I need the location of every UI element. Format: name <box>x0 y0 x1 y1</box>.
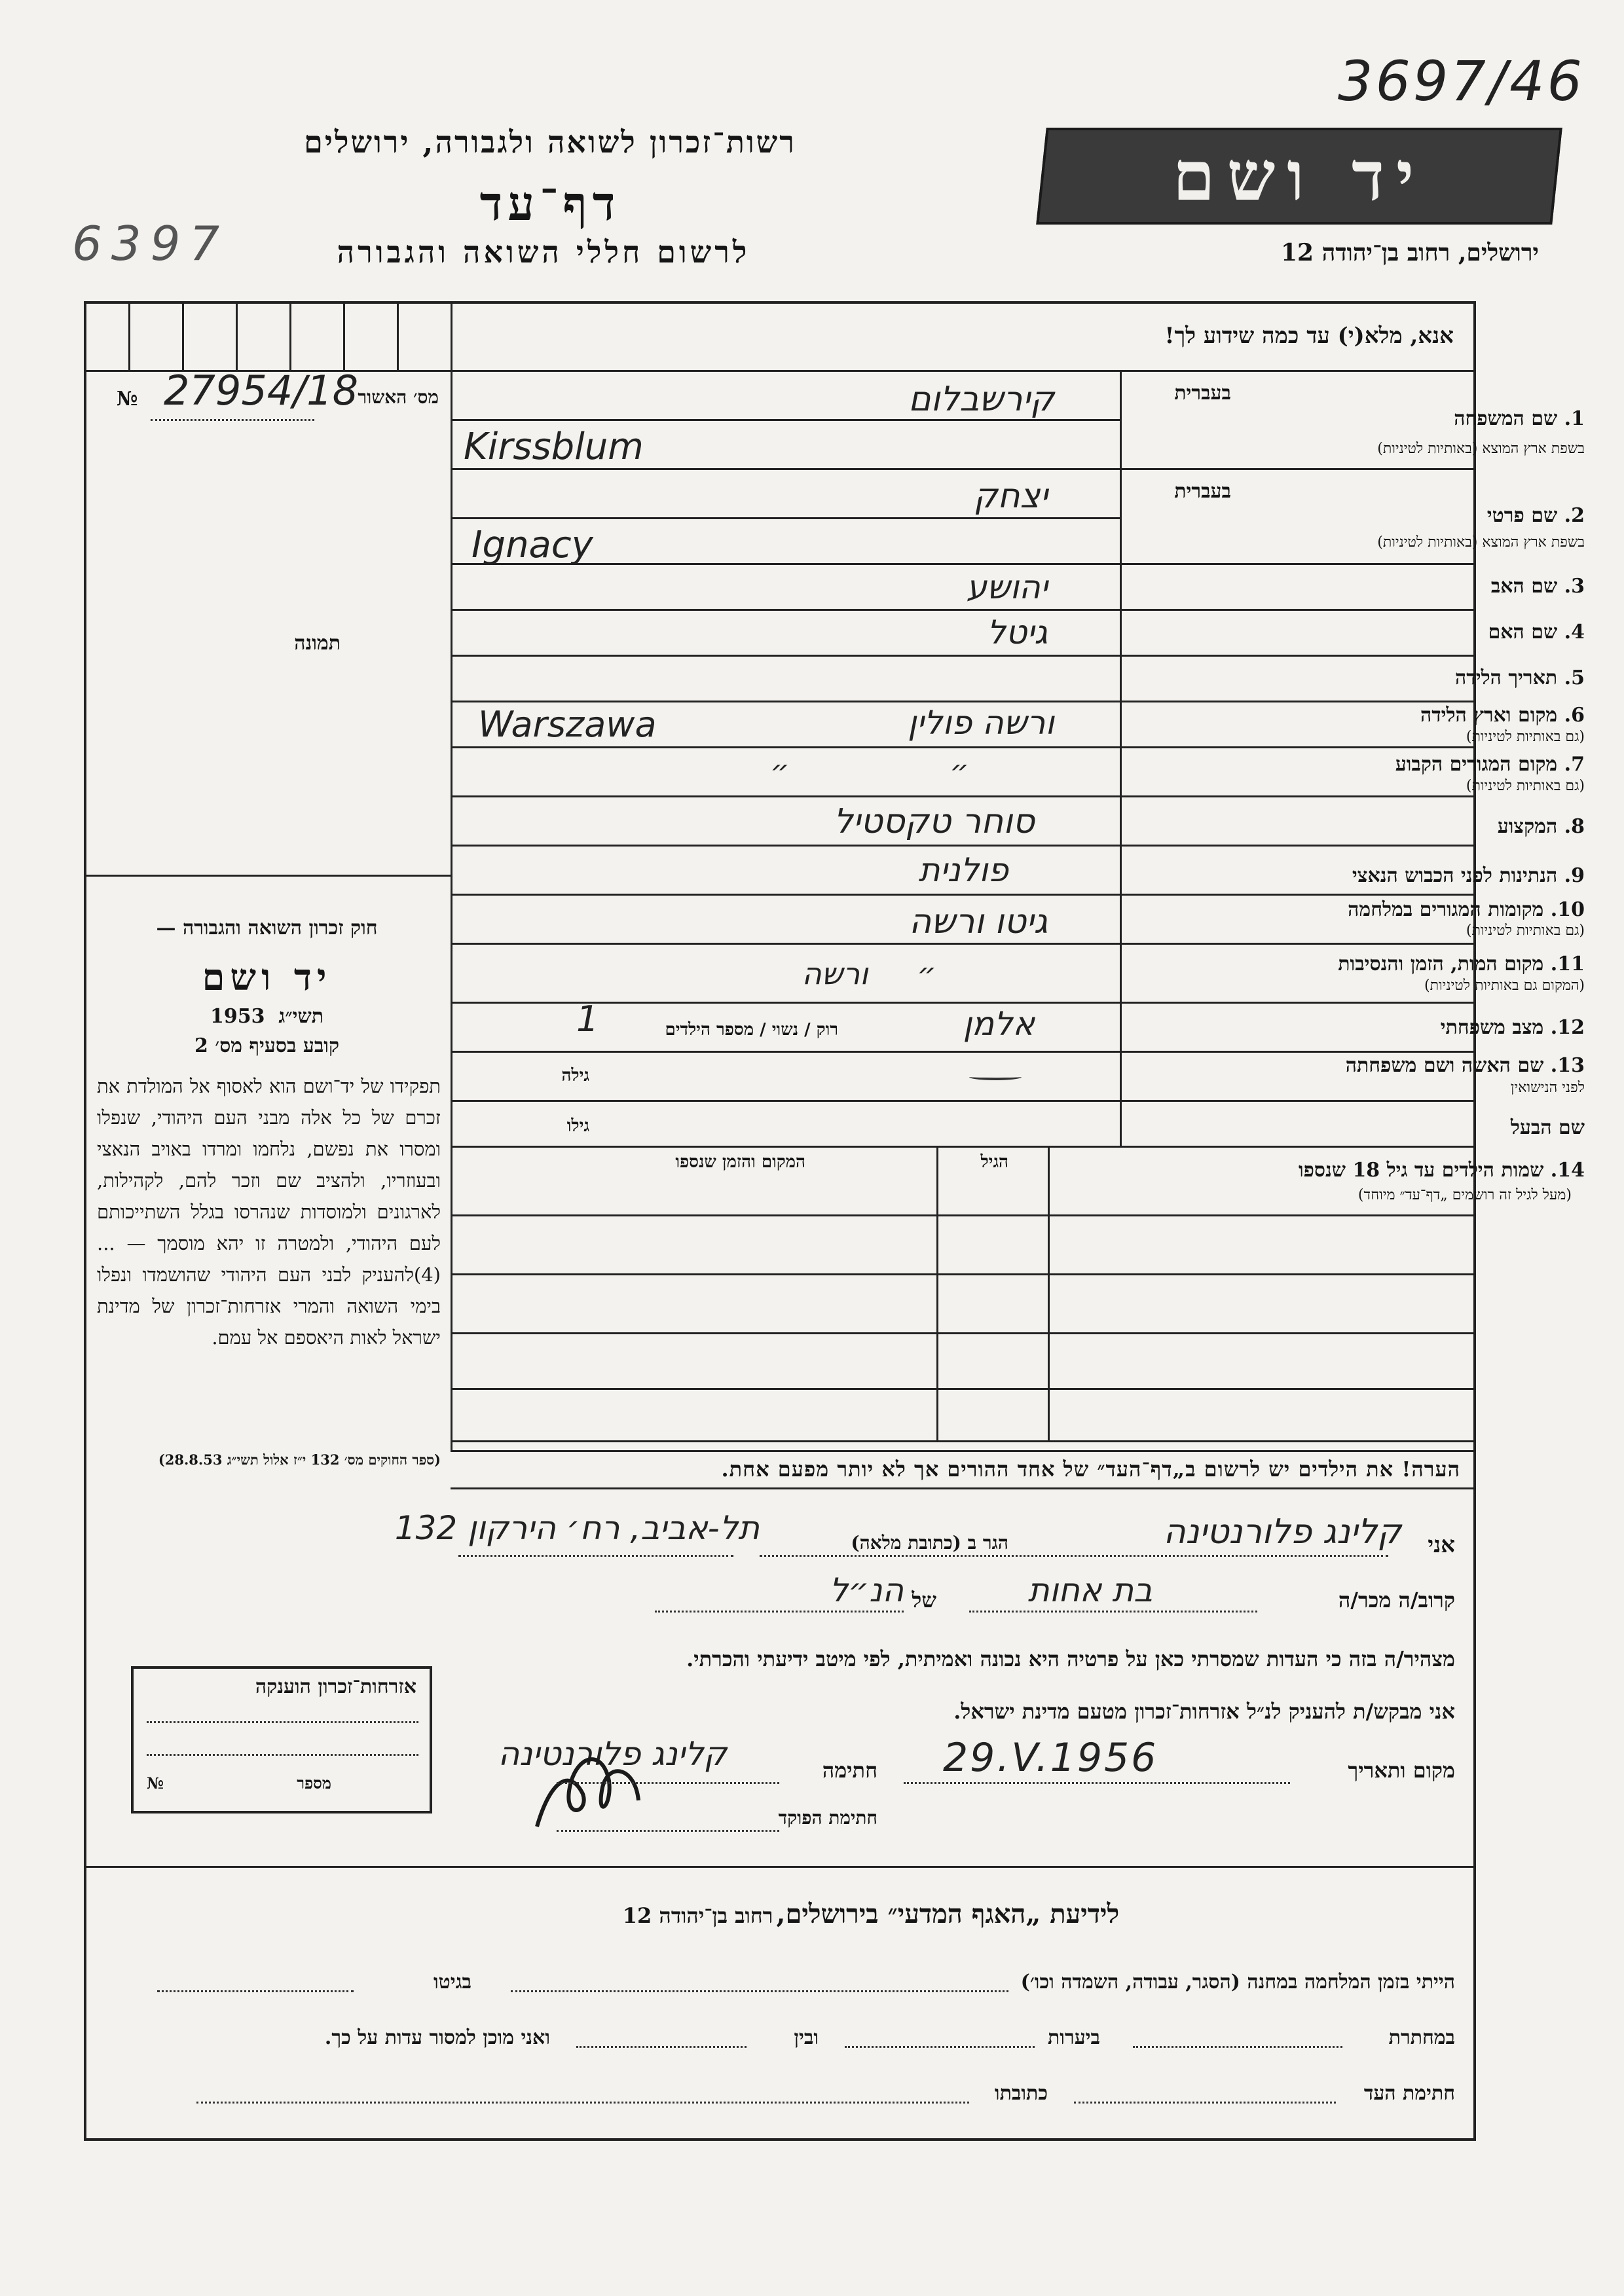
f7-text: מקום המגורים הקבוע <box>1395 753 1558 776</box>
law-name: יד ושם <box>202 956 332 999</box>
f1-in-hebrew: בעברית <box>1174 382 1231 405</box>
f8-text: המקצוע <box>1497 815 1558 838</box>
f7-sub: (גם באותיות לטיניות) <box>1466 778 1585 794</box>
f10-sub: (גם באותיות לטיניות) <box>1466 922 1585 939</box>
f14-text: שמות הילדים עד גיל 18 שנספו <box>1298 1159 1544 1182</box>
citizenship-number-label: מספר <box>297 1774 331 1793</box>
of-value: הנ״ל <box>829 1571 904 1609</box>
f14-label <box>1299 1159 1585 1182</box>
f3-value: יהושע <box>966 568 1048 606</box>
f1-sub: בשפת ארץ המוצא (באותיות לטיניות) <box>1377 441 1585 457</box>
f2-value-he: יצחק <box>973 477 1048 516</box>
place-date-label: מקום ותאריך <box>1348 1758 1455 1783</box>
f12-num: 12. <box>1550 1016 1585 1039</box>
f10-label <box>1348 898 1585 921</box>
husband-label: שם הבעל <box>1510 1116 1585 1139</box>
f13-text: שם האשה ושם משפחתה <box>1345 1054 1544 1077</box>
footer-line2-d: ואני מוכן למסור עדות על כך. <box>324 2026 550 2049</box>
f9-value: פולנית <box>918 851 1008 889</box>
footer-line2-c: ובין <box>794 2026 819 2049</box>
f1-value-he: קירשבלום <box>908 380 1054 419</box>
f8-value: סוחר טקסטיל <box>833 802 1035 841</box>
f6-label <box>1420 704 1585 727</box>
f6-sub: (גם באותיות לטיניות) <box>1466 729 1585 745</box>
f3-num: 3. <box>1564 575 1585 598</box>
logo-text: יד ושם <box>1172 136 1426 216</box>
address-line: ירושלים, רחוב בן־יהודה 12 <box>1280 239 1539 266</box>
law-source: (ספר החוקים מס׳ 132 י״ז אלול תשי״ג 28.8.53) <box>158 1451 441 1468</box>
f1-value-latin: Kirssblum <box>464 426 644 468</box>
instruction: אנא, מלא(י) עד כמה שידוע לך! <box>1164 323 1454 349</box>
f8-num: 8. <box>1564 815 1585 838</box>
f11-text: מקום המות, הזמן והנסיבות <box>1338 953 1544 975</box>
logo-banner <box>1036 128 1562 225</box>
f3-label <box>1491 575 1585 598</box>
f1-text: שם המשפחה <box>1454 407 1558 430</box>
f10-text: מקומות המגורים במלחמה <box>1348 898 1544 921</box>
approval-label: מס׳ האשור <box>358 386 439 408</box>
photo-label: תמונה <box>294 632 341 655</box>
authority-name: רשות־זכרון לשואה ולגבורה, ירושלים <box>304 124 796 160</box>
signature-label: חתימה <box>822 1758 877 1783</box>
footer-line2-b: ביערות <box>1047 2026 1100 2049</box>
note: הערה! את הילדים יש לרשום ב„דף־העד״ של אחד ההורים אך לא יותר מפעם אחת. <box>721 1457 1460 1482</box>
husband-age-label: גילו <box>566 1116 589 1136</box>
f2-in-hebrew: בעברית <box>1174 480 1231 503</box>
f9-num: 9. <box>1564 864 1585 887</box>
form-subtitle: לרשום חללי השואה והגבורה <box>337 234 750 270</box>
f9-text: הנתינות לפני הכבוש הנאצי <box>1352 864 1558 887</box>
citizenship-title: אזרחות־זכרון הוענקה <box>255 1675 416 1698</box>
footer-line1-b: בגיטו <box>433 1971 471 1994</box>
f11-value: ״ ורשה <box>802 956 936 991</box>
footer-line2-a: במחתרת <box>1388 2026 1455 2049</box>
f5-label <box>1455 666 1585 689</box>
f11-label <box>1338 953 1585 975</box>
f2-num: 2. <box>1564 504 1585 527</box>
f5-text: תאריך הלידה <box>1455 666 1558 689</box>
f4-label <box>1488 621 1585 644</box>
f12-text: מצב משפחתי <box>1440 1016 1544 1039</box>
declarant-name: קלינג פלורנטינה <box>1163 1512 1401 1552</box>
law-clause: קובע בסעיף מס׳ 2 <box>194 1034 340 1057</box>
f5-num: 5. <box>1564 666 1585 689</box>
f2-sub: בשפת ארץ המוצא (באותיות לטיניות) <box>1377 534 1585 551</box>
f7-num: 7. <box>1564 753 1585 776</box>
f13-age-label: גילה <box>561 1066 589 1085</box>
f12-label <box>1441 1016 1585 1039</box>
f10-num: 10. <box>1550 898 1585 921</box>
f13-sub: לפני הנישואין <box>1510 1080 1585 1096</box>
f2-text: שם פרטי <box>1486 504 1558 527</box>
declarant-resides-label: הגר ב (כתובת מלאה) <box>851 1532 1008 1554</box>
side-number: 6397 <box>72 216 229 271</box>
law-title: חוק זכרון השואה והגבורה — <box>156 917 378 939</box>
footer-line3-b: כתובתו <box>994 2082 1048 2105</box>
footer-title: לידיעת „האגף המדעי״ בירושלים, <box>776 1899 1120 1929</box>
f7-label <box>1395 753 1585 776</box>
f9-label <box>1352 864 1585 887</box>
f14-num: 14. <box>1550 1159 1585 1182</box>
f12-options: רוק / נשוי / מספר הילדים <box>665 1020 838 1040</box>
f7-value: ״ ״ <box>770 753 969 788</box>
footer-address: רחוב בן־יהודה 12 <box>622 1903 773 1928</box>
f8-label <box>1498 815 1585 838</box>
footer-heading <box>511 1899 1231 1929</box>
date-value: 29.V.1956 <box>943 1735 1158 1781</box>
citizenship-number-prefix: № <box>147 1774 164 1793</box>
law-text: תפקידו של יד־ושם הוא לאסוף אל המולדת את זכרם של כל אלה מבני העם היהודי, שנפלו ומסרו את נפשם, נלחמו ומרדו באויב הנאצי ובעוזריו, ולהציב שם וזכר להם, לקהילות, לארגונים ולמוסדות שנהרסו בגלל השתייכותם לעם היהודי, ולמטרה זו יהא מוסמך — ...(4)להעניק לבני העם היהודי שהושמדו ונפלו בימי השואה והמרי אזרחות־זכרון של מדינת ישראל לאות היאספם אל עמם. <box>97 1075 441 1349</box>
f3-text: שם האב <box>1490 575 1558 598</box>
f13-dash-mark <box>969 1074 1022 1080</box>
law-year-he: תשי״ג <box>278 1005 324 1028</box>
footer-line3-a: חתימת העד <box>1363 2082 1455 2105</box>
f4-num: 4. <box>1564 621 1585 644</box>
signature-value: קלינג פלורנטינה <box>498 1735 727 1773</box>
relation-value: בת אחות <box>1027 1571 1153 1609</box>
archive-number: 3697/46 <box>1338 49 1585 113</box>
law-year <box>95 1005 439 1028</box>
of-label: של <box>912 1588 936 1613</box>
form-title: דף־עד <box>479 175 621 231</box>
f14-col-age: הגיל <box>980 1152 1008 1172</box>
footer-line1-a: הייתי בזמן המלחמה במחנה (הסגר, עבודה, השמדה וכו׳) <box>1020 1971 1455 1994</box>
f1-label <box>1454 407 1585 430</box>
f4-value: גיטל <box>987 613 1048 651</box>
f2-label <box>1487 504 1585 527</box>
f6-value-latin: Warszawa <box>478 704 657 745</box>
relative-label: קרוב/ה מכר/ה <box>1338 1588 1455 1613</box>
f6-value-he: ורשה פולין <box>908 704 1054 742</box>
approval-prefix: № <box>117 388 138 410</box>
declaration-text: מצהיר/ה בזה כי העדות שמסרתי כאן על פרטיה היא נכונה ואמיתית, לפי מיטב ידיעתי והכרתי. <box>686 1647 1455 1671</box>
officer-label: חתימת הפוקד <box>778 1807 877 1829</box>
declarant-i-label: אני <box>1428 1532 1455 1558</box>
f14-sub: (מעל לגיל זה רושמים „דף־עד״ מיוחד) <box>1357 1187 1572 1203</box>
f6-text: מקום וארץ הלידה <box>1420 704 1558 727</box>
f2-value-latin: Ignacy <box>471 524 593 566</box>
citizenship-box <box>131 1666 432 1813</box>
f11-num: 11. <box>1550 953 1585 975</box>
f12-value: אלמן <box>963 1005 1035 1043</box>
f1-num: 1. <box>1564 407 1585 430</box>
f12-children: 1 <box>576 998 599 1040</box>
f11-sub: (המקום גם באותיות לטיניות) <box>1424 977 1585 994</box>
f13-num: 13. <box>1550 1054 1585 1077</box>
f10-value: גיטו ורשה <box>909 902 1048 941</box>
f14-col-place: המקום והזמן שנספו <box>675 1152 805 1172</box>
signature-scribble <box>524 1741 655 1840</box>
f13-label <box>1346 1054 1585 1077</box>
declarant-address: תל-אביב, רח׳ הירקון 132 <box>394 1509 760 1547</box>
request-text: אני מבקש/ת להעניק לנ״ל אזרחות־זכרון מטעם מדינת ישראל. <box>953 1699 1455 1724</box>
approval-number: 27954/18 <box>164 367 359 414</box>
f6-num: 6. <box>1564 704 1585 727</box>
law-year-greg: 1953 <box>210 1005 265 1028</box>
f4-text: שם האם <box>1488 621 1558 644</box>
